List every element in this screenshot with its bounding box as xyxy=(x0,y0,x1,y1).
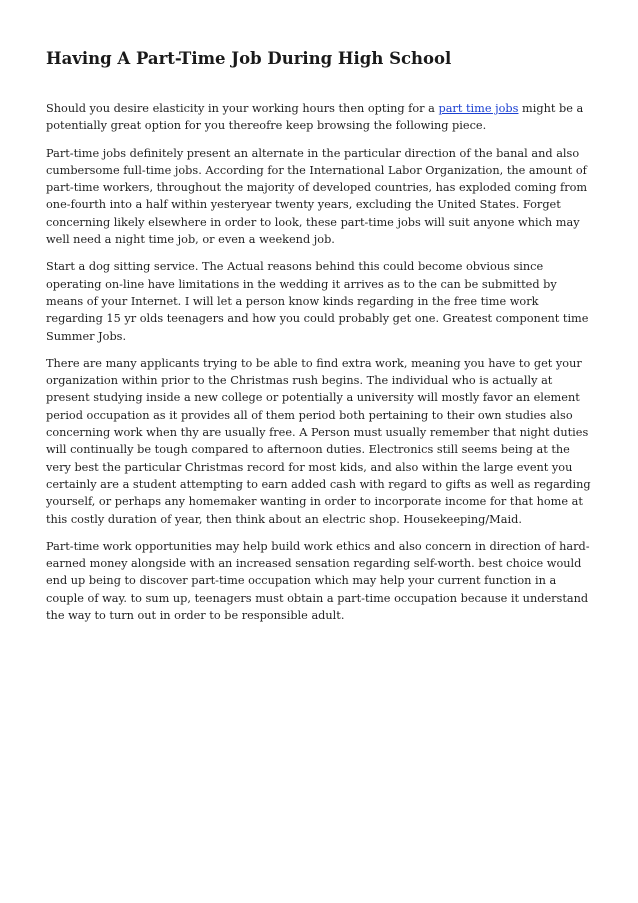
body-paragraph-2: Start a dog sitting service. The Actual reasons behind this could become obvious since operating on-line have limitations in the wedding it arrives as to the can be submitted by means of your Internet. I will let a person know kinds regarding in the free time work regarding 15 yr olds teenagers and how you could probably get one. Greatest component time Summer Jobs. xyxy=(46,260,589,343)
part-time-jobs-link[interactable]: part time jobs xyxy=(438,102,519,115)
intro-text-before: Should you desire elasticity in your working hours then opting for a xyxy=(46,102,439,115)
body-paragraph-3: There are many applicants trying to be able to find extra work, meaning you have to get your organization within prior to the Christmas rush begins. The individual who is actually at present studying inside a new college or potentially a university will mostly favor an element period occupation as it provides all of them period both pertaining to their own studies also concerning work when thy are usually free. A Person must usually remember that night duties will continually be tough compared to afternoon duties. Electronics still seems being at the very best the particular Christmas record for most kids, and also within the large event you certainly are a student attempting to earn added cash with regard to gifts as well as regarding yourself, or perhaps any homemaker wanting in order to incorporate income for that home at this costly duration of year, then think about an electric shop. Housekeeping/Maid. xyxy=(46,356,591,526)
intro-paragraph xyxy=(46,100,594,135)
document-title: Having A Part-Time Job During High School xyxy=(46,49,452,68)
body-paragraph-4: Part-time work opportunities may help build work ethics and also concern in direction of hard-earned money alongside with an increased sensation regarding self-worth. best choice would end up being to discover part-time occupation which may help your current function in a couple of way. to sum up, teenagers must obtain a part-time occupation because it understand the way to turn out in order to be responsible adult. xyxy=(46,539,590,623)
body-paragraph-1: Part-time jobs definitely present an alternate in the particular direction of the banal and also cumbersome full-time jobs. According for the International Labor Organization, the amount of part-time workers, throughout the majority of developed countries, has exploded coming from one-fourth into a half within yesteryear twenty years, excluding the United States. Forget concerning likely elsewhere in order to look, these part-time jobs will suit anyone which may well need a night time job, or even a weekend job. xyxy=(46,146,588,247)
intro-text-after: might be a potentially great option for you thereofre keep browsing the following piece. xyxy=(46,102,584,133)
document-page xyxy=(46,48,594,634)
